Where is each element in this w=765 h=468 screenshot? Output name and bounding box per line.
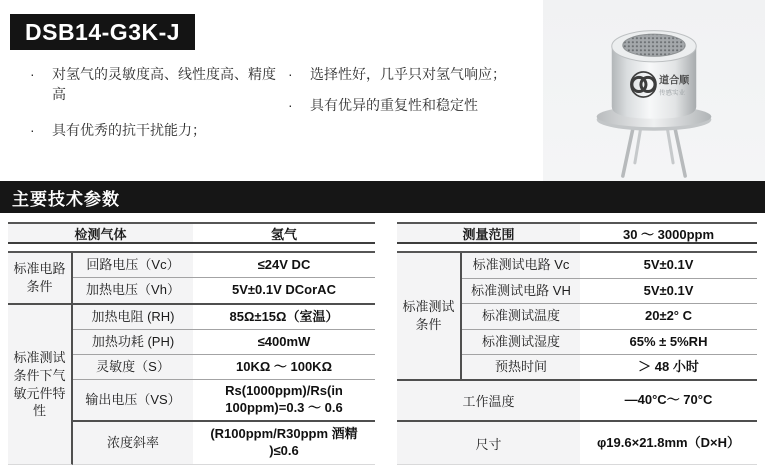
param-value-cell: 5V±0.1V <box>580 253 757 279</box>
bullet-icon: · <box>30 66 35 82</box>
header-label-cell: 检测气体 <box>8 224 193 242</box>
left-table-header <box>8 222 375 244</box>
sensor-pin <box>635 127 641 163</box>
param-label-cell: 标准测试电路 VH <box>462 279 580 304</box>
sensor-pin <box>623 129 633 176</box>
param-label-cell: 浓度斜率 <box>73 422 193 465</box>
param-value-cell: 5V±0.1V DCorAC <box>193 278 375 305</box>
left-table-body <box>8 251 375 465</box>
param-value-cell: 5V±0.1V <box>580 279 757 304</box>
right-table-body <box>397 251 757 465</box>
param-value-cell: ≤24V DC <box>193 253 375 278</box>
feature-item <box>26 64 282 105</box>
param-label-cell: 灵敏度（S） <box>73 355 193 380</box>
param-label-cell: 加热电压（Vh） <box>73 278 193 305</box>
feature-text: 具有优秀的抗干扰能力； <box>52 121 206 138</box>
sensor-mesh <box>623 34 685 56</box>
param-value-cell: ＞ 48 小时 <box>580 355 757 381</box>
header-label-cell: 测量范围 <box>397 224 580 242</box>
right-spec-table <box>397 222 757 465</box>
feature-item <box>284 95 546 115</box>
logo-name-text: 道合顺 <box>659 75 690 87</box>
param-label-cell: 尺寸 <box>397 422 580 465</box>
param-value-cell: ≤400mW <box>193 330 375 355</box>
group-label-cell: 标准测试条件下气敏元件特性 <box>8 305 73 465</box>
param-label-cell: 预热时间 <box>462 355 580 381</box>
feature-text: 具有优异的重复性和稳定性 <box>310 97 478 114</box>
group-label-cell: 标准电路条件 <box>8 253 73 305</box>
product-photo-panel <box>543 0 765 181</box>
logo-subtitle-text: 传感实业 <box>659 89 686 97</box>
product-model: DSB14-G3K-J <box>25 18 181 45</box>
param-value-cell: 65% ± 5%RH <box>580 330 757 355</box>
param-value-cell: 10KΩ ～ 100KΩ <box>193 355 375 380</box>
section-header-bar <box>0 181 765 213</box>
feature-text: 对氢气的灵敏度高、线性度高、精度高 <box>52 66 276 103</box>
param-label-cell: 工作温度 <box>397 381 580 422</box>
feature-item <box>26 120 282 140</box>
sensor-pin <box>675 129 685 176</box>
bullet-icon: · <box>30 121 35 138</box>
feature-list-right <box>284 64 546 131</box>
param-label-cell: 加热功耗 (PH) <box>73 330 193 355</box>
param-value-cell: 20±2° C <box>580 304 757 330</box>
param-label-cell: 回路电压（Vc） <box>73 253 193 278</box>
section-title: 主要技术参数 <box>12 189 120 209</box>
header-value-cell: 氢气 <box>193 224 375 242</box>
product-title-box <box>10 14 195 50</box>
feature-text: 选择性好，几乎只对氢气响应； <box>310 66 506 82</box>
param-label-cell: 加热电阻 (RH) <box>73 305 193 330</box>
left-spec-table <box>8 222 375 465</box>
feature-list-left <box>26 64 282 155</box>
param-label-cell: 标准测试湿度 <box>462 330 580 355</box>
param-label-cell: 标准测试电路 Vc <box>462 253 580 279</box>
param-label-cell: 输出电压（VS） <box>73 380 193 422</box>
param-value-cell: 85Ω±15Ω（室温） <box>193 305 375 330</box>
param-label-cell: 标准测试温度 <box>462 304 580 330</box>
gas-sensor-image <box>575 4 733 180</box>
group-label-cell: 标准测试条件 <box>397 253 462 381</box>
right-table-header <box>397 222 757 244</box>
param-value-cell: Rs(1000ppm)/Rs(in 100ppm)=0.3 ～ 0.6 <box>193 380 375 422</box>
param-value-cell: —40°C～ 70°C <box>580 381 757 422</box>
param-value-cell: (R100ppm/R30ppm 酒精 )≤0.6 <box>193 422 375 465</box>
feature-item <box>284 64 546 84</box>
bullet-icon: · <box>288 66 293 82</box>
header-value-cell: 30 ～ 3000ppm <box>580 224 757 242</box>
bullet-icon: · <box>288 97 293 114</box>
param-value-cell: φ19.6×21.8mm（D×H） <box>580 422 757 465</box>
sensor-pin <box>667 127 673 163</box>
